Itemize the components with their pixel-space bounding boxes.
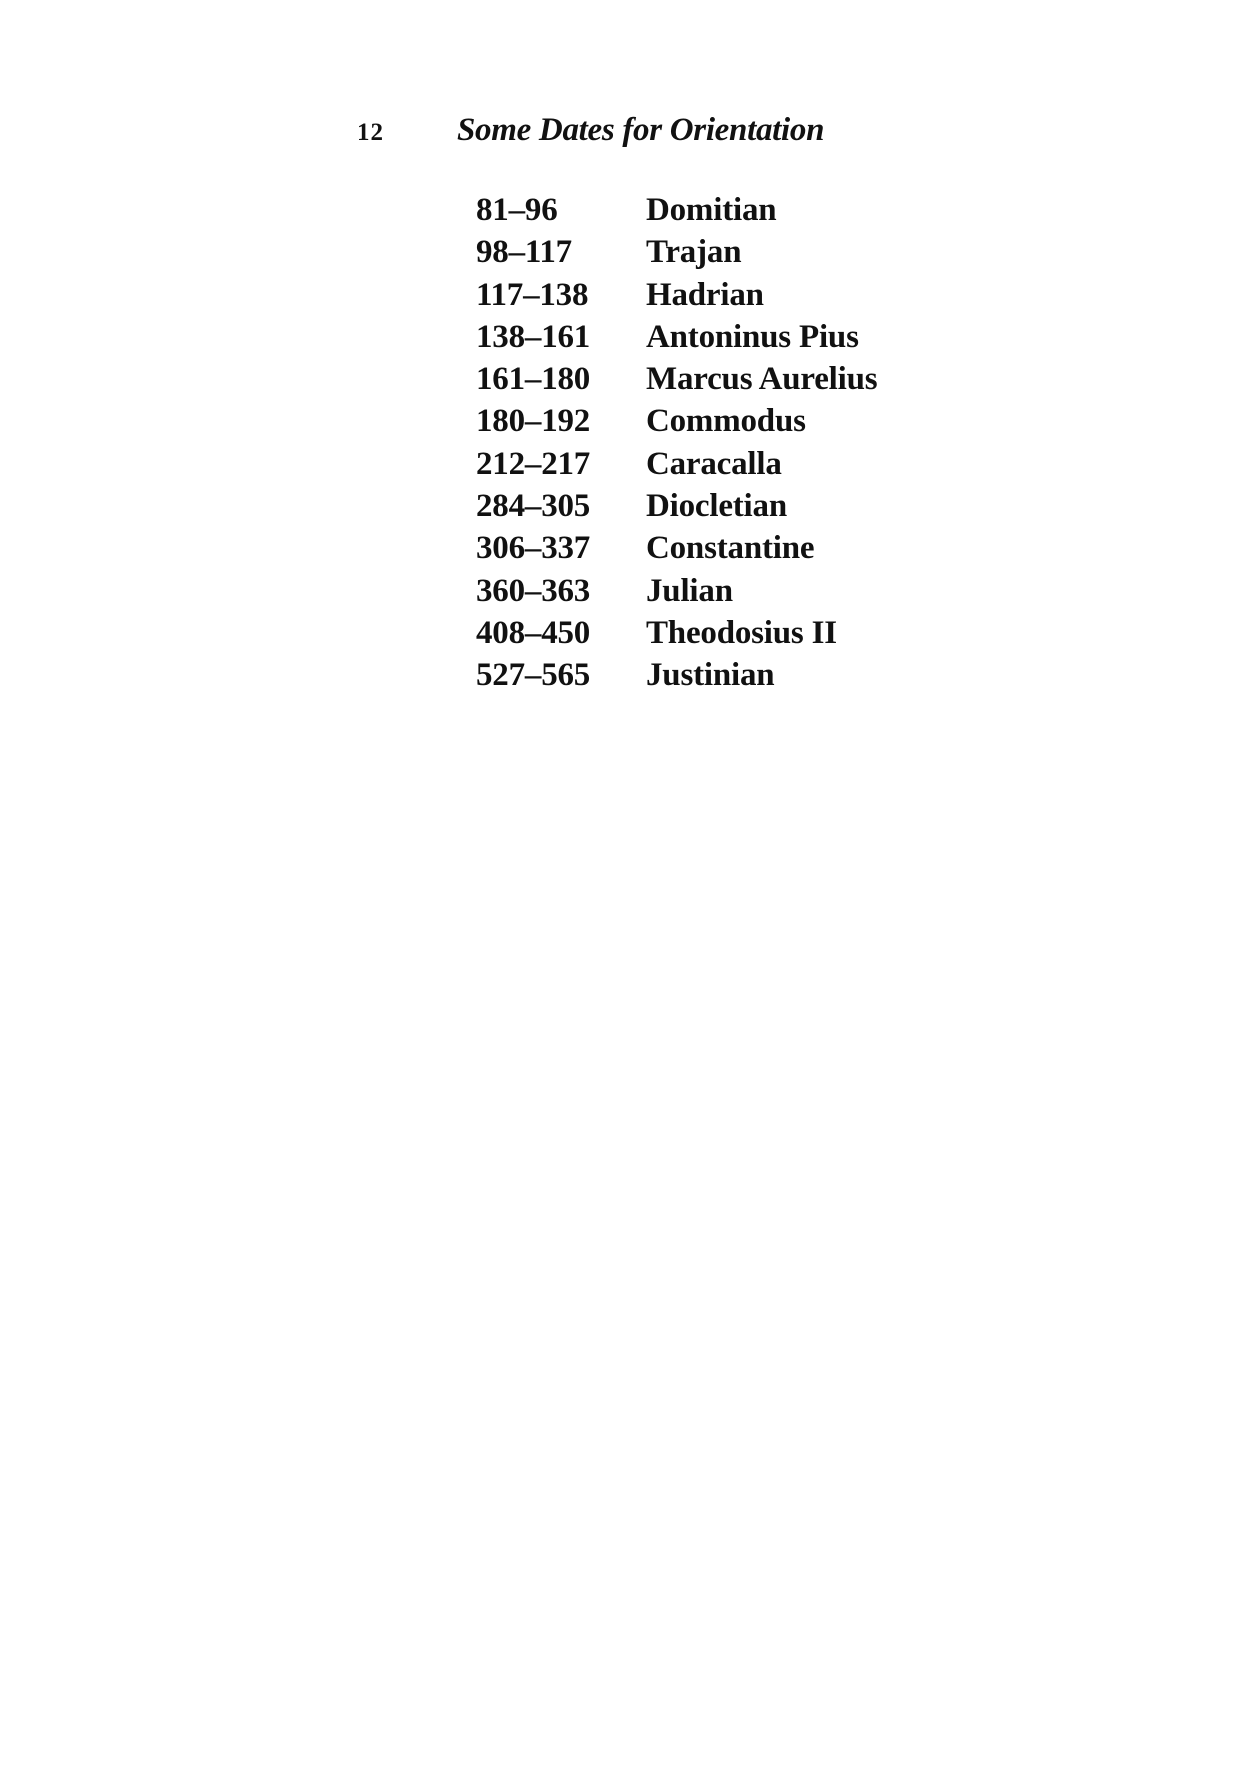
reign-years: 360–363	[476, 572, 591, 609]
emperor-name: Antoninus Pius	[646, 318, 859, 355]
running-head	[357, 112, 824, 152]
table-row	[476, 488, 877, 530]
emperor-name: Caracalla	[646, 445, 782, 482]
emperor-name: Theodosius II	[646, 614, 837, 651]
reign-years: 161–180	[476, 361, 591, 398]
table-row	[476, 446, 877, 488]
page-number: 12	[357, 119, 384, 146]
table-row	[476, 277, 877, 319]
reign-years: 98–117	[476, 234, 572, 271]
reign-years: 284–305	[476, 488, 591, 525]
table-row	[476, 657, 877, 699]
table-row	[476, 573, 877, 615]
emperor-name: Domitian	[646, 192, 777, 228]
emperor-name: Hadrian	[646, 276, 764, 313]
table-row	[476, 615, 877, 657]
reign-years: 212–217	[476, 445, 591, 482]
table-row	[476, 234, 877, 276]
table-row	[476, 530, 877, 572]
emperor-name: Justinian	[646, 657, 775, 694]
emperor-name: Diocletian	[646, 488, 787, 525]
emperor-name: Trajan	[646, 234, 742, 271]
table-row	[476, 403, 877, 445]
reign-years: 117–138	[476, 276, 589, 313]
table-row	[476, 361, 877, 403]
reign-years: 527–565	[476, 657, 591, 694]
reign-years: 306–337	[476, 530, 591, 567]
table-row	[476, 192, 877, 234]
emperor-name: Commodus	[646, 403, 806, 440]
emperor-name: Julian	[646, 572, 733, 609]
reign-years: 408–450	[476, 614, 591, 651]
reign-years: 81–96	[476, 192, 558, 228]
reign-years: 180–192	[476, 403, 591, 440]
table-row	[476, 319, 877, 361]
date-table	[476, 192, 877, 700]
emperor-name: Marcus Aurelius	[646, 361, 878, 398]
emperor-name: Constantine	[646, 530, 815, 567]
running-title: Some Dates for Orientation	[457, 112, 825, 148]
reign-years: 138–161	[476, 318, 591, 355]
